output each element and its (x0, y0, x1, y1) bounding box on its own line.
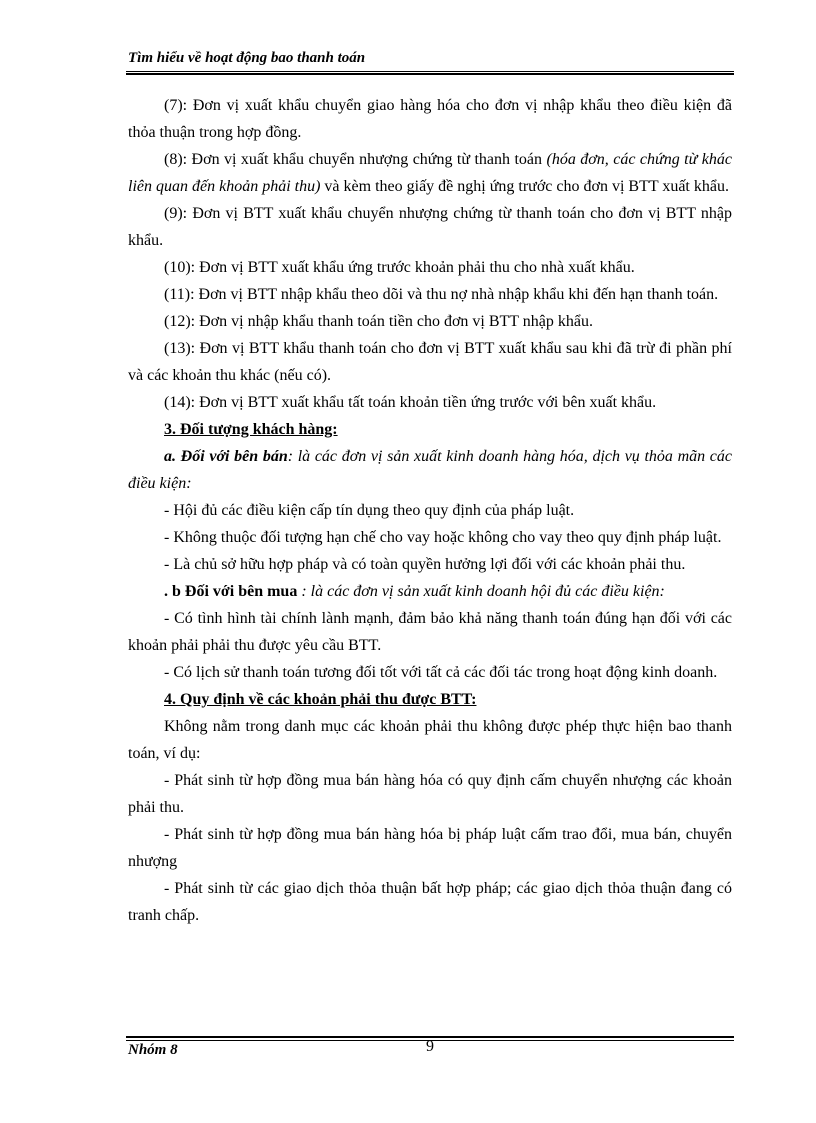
list-item-a3: - Là chủ sở hữu hợp pháp và có toàn quyền hưởng lợi đối với các khoản phải thu. (164, 556, 686, 573)
subsection-a-text: : là các đơn vị sản xuất kinh doanh hàng hóa, dịch vụ thỏa mãn các điều kiện: (128, 448, 733, 492)
list-item-a2: - Không thuộc đối tượng hạn chế cho vay hoặc không cho vay theo quy định pháp luật. (164, 529, 722, 546)
step-8-text-c: và kèm theo giấy đề nghị ứng trước cho đơn vị BTT xuất khẩu. (320, 178, 729, 195)
paragraph-step-10: (10): Đơn vị BTT xuất khẩu ứng trước khoản phải thu cho nhà xuất khẩu. (164, 259, 635, 276)
paragraph-step-9: (9): Đơn vị BTT xuất khẩu chuyển nhượng chứng từ thanh toán cho đơn vị BTT nhập khẩu. (128, 205, 732, 249)
paragraph-step-13: (13): Đơn vị BTT khẩu thanh toán cho đơn vị BTT xuất khẩu sau khi đã trừ đi phần phí và các khoản thu khác (nếu có). (128, 340, 732, 384)
header-rule-thick (126, 73, 734, 75)
subsection-a (128, 443, 732, 497)
subsection-b (128, 578, 732, 605)
footer-group-name: Nhóm 8 (128, 1042, 178, 1058)
step-8-italic-note: (hóa đơn, các chứng từ khác liên quan đến khoản phải thu) (128, 151, 733, 195)
page-number: 9 (426, 1038, 434, 1055)
paragraph-step-8 (128, 146, 732, 200)
subsection-b-text: : là các đơn vị sản xuất kinh doanh hội đủ các điều kiện: (297, 583, 665, 600)
section-heading-3 (128, 416, 732, 443)
paragraph-step-12: (12): Đơn vị nhập khẩu thanh toán tiền cho đơn vị BTT nhập khẩu. (164, 313, 593, 330)
document-body (128, 92, 732, 929)
section-heading-3-text: 3. Đối tượng khách hàng: (164, 421, 338, 438)
list-item-q1: - Phát sinh từ hợp đồng mua bán hàng hóa có quy định cấm chuyển nhượng các khoản phải thu. (128, 772, 732, 816)
running-header-title: Tìm hiểu về hoạt động bao thanh toán (128, 50, 366, 66)
paragraph-step-7: (7): Đơn vị xuất khẩu chuyển giao hàng hóa cho đơn vị nhập khẩu theo điều kiện đã thỏa thuận trong hợp đồng. (128, 97, 732, 141)
list-item-q2: - Phát sinh từ hợp đồng mua bán hàng hóa bị pháp luật cấm trao đổi, mua bán, chuyển nhượng (128, 826, 732, 870)
paragraph-step-14: (14): Đơn vị BTT xuất khẩu tất toán khoản tiền ứng trước với bên xuất khẩu. (164, 394, 657, 411)
list-item-b1: - Có tình hình tài chính lành mạnh, đảm bảo khả năng thanh toán đúng hạn đối với các khoản phải phải thu được yêu cầu BTT. (128, 610, 732, 654)
paragraph-step-11: (11): Đơn vị BTT nhập khẩu theo dõi và thu nợ nhà nhập khẩu khi đến hạn thanh toán. (164, 286, 719, 303)
subsection-a-label: a. Đối với bên bán (164, 448, 288, 465)
step-8-text-a: (8): Đơn vị xuất khẩu chuyển nhượng chứng từ thanh toán (164, 151, 547, 168)
list-item-q3: - Phát sinh từ các giao dịch thỏa thuận bất hợp pháp; các giao dịch thỏa thuận đang có tranh chấp. (128, 880, 732, 924)
header-rule-thin (126, 71, 734, 72)
list-item-a1: - Hội đủ các điều kiện cấp tín dụng theo quy định của pháp luật. (164, 502, 575, 519)
list-item-b2: - Có lịch sử thanh toán tương đối tốt với tất cả các đối tác trong hoạt động kinh doanh. (164, 664, 718, 681)
subsection-b-label: . b Đối với bên mua (164, 583, 298, 600)
paragraph-receivables-intro: Không nằm trong danh mục các khoản phải thu không được phép thực hiện bao thanh toán, ví dụ: (128, 718, 732, 762)
section-heading-4 (128, 686, 732, 713)
section-heading-4-text: 4. Quy định về các khoản phải thu được BTT: (164, 691, 477, 708)
